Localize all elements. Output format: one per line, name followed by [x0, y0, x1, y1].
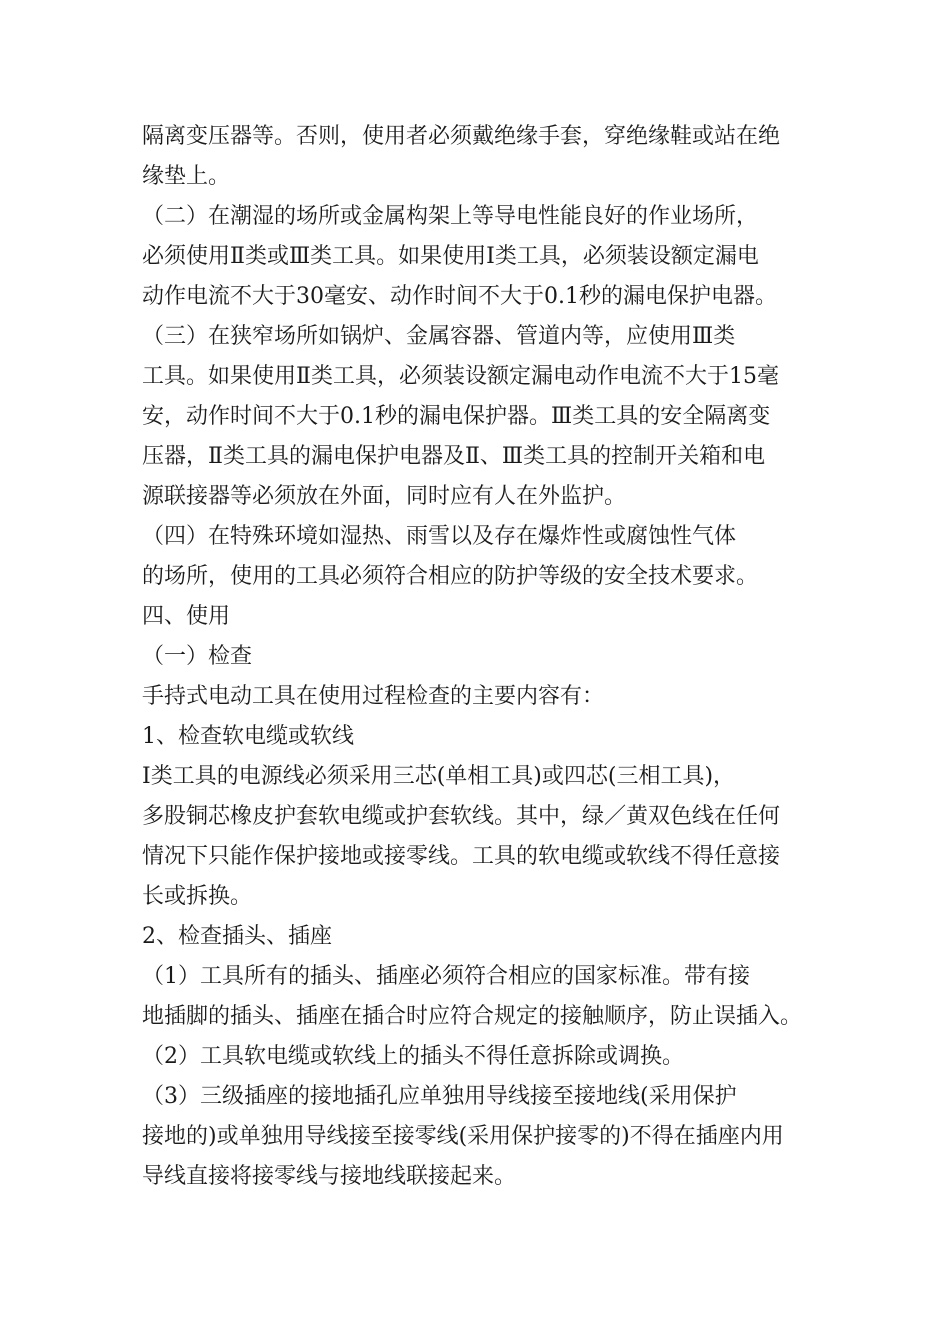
paragraph-plug-2: （2）工具软电缆或软线上的插头不得任意拆除或调换。 — [142, 1044, 684, 1069]
paragraph-plug-3: （3）三级插座的接地插孔应单独用导线接至接地线(采用保护 接地的)或单独用导线接至接零线(采用保护接零的)不得在插座内用 导线直接将接零线与接地线联接起来。 — [142, 1084, 784, 1189]
item-heading-plug-socket: 2、检查插头、插座 — [142, 924, 332, 949]
section-heading-usage: 四、使用 — [142, 604, 231, 629]
paragraph-clause-4: （四）在特殊环境如湿热、雨雪以及存在爆炸性或腐蚀性气体 的场所，使用的工具必须符合相应的防护等级的安全技术要求。 — [142, 524, 759, 589]
paragraph-plug-1: （1）工具所有的插头、插座必须符合相应的国家标准。带有接 地插脚的插头、插座在插合时应符合规定的接触顺序，防止误插入。 — [142, 964, 803, 1029]
paragraph-inspection-intro: 手持式电动工具在使用过程检查的主要内容有： — [142, 684, 605, 709]
subsection-heading-inspection: （一）检查 — [142, 644, 253, 669]
document-body — [142, 117, 810, 1197]
paragraph-continuation: 隔离变压器等。否则，使用者必须戴绝缘手套，穿绝缘鞋或站在绝 缘垫上。 — [142, 124, 781, 189]
paragraph-clause-2: （二）在潮湿的场所或金属构架上等导电性能良好的作业场所， 必须使用Ⅱ类或Ⅲ类工具。如果使用Ⅰ类工具，必须装设额定漏电 动作电流不大于30毫安、动作时间不大于0.1秒的漏电保护电器。 — [142, 204, 777, 309]
paragraph-clause-3: （三）在狭窄场所如锅炉、金属容器、管道内等，应使用Ⅲ类 工具。如果使用Ⅱ类工具，必须装设额定漏电动作电流不大于15毫 安，动作时间不大于0.1秒的漏电保护器。Ⅲ类工具的安全隔离变 压器，Ⅱ类工具的漏电保护电器及Ⅱ、Ⅲ类工具的控制开关箱和电 源联接器等必须放在外面，同时应有人在外监护。 — [142, 324, 779, 509]
paragraph-cable: Ⅰ类工具的电源线必须采用三芯(单相工具)或四芯(三相工具)， 多股铜芯橡皮护套软电缆或护套软线。其中，绿／黄双色线在任何 情况下只能作保护接地或接零线。工具的软电缆或软线不得任意接 长或拆换。 — [142, 764, 781, 909]
item-heading-cable: 1、检查软电缆或软线 — [142, 724, 354, 749]
